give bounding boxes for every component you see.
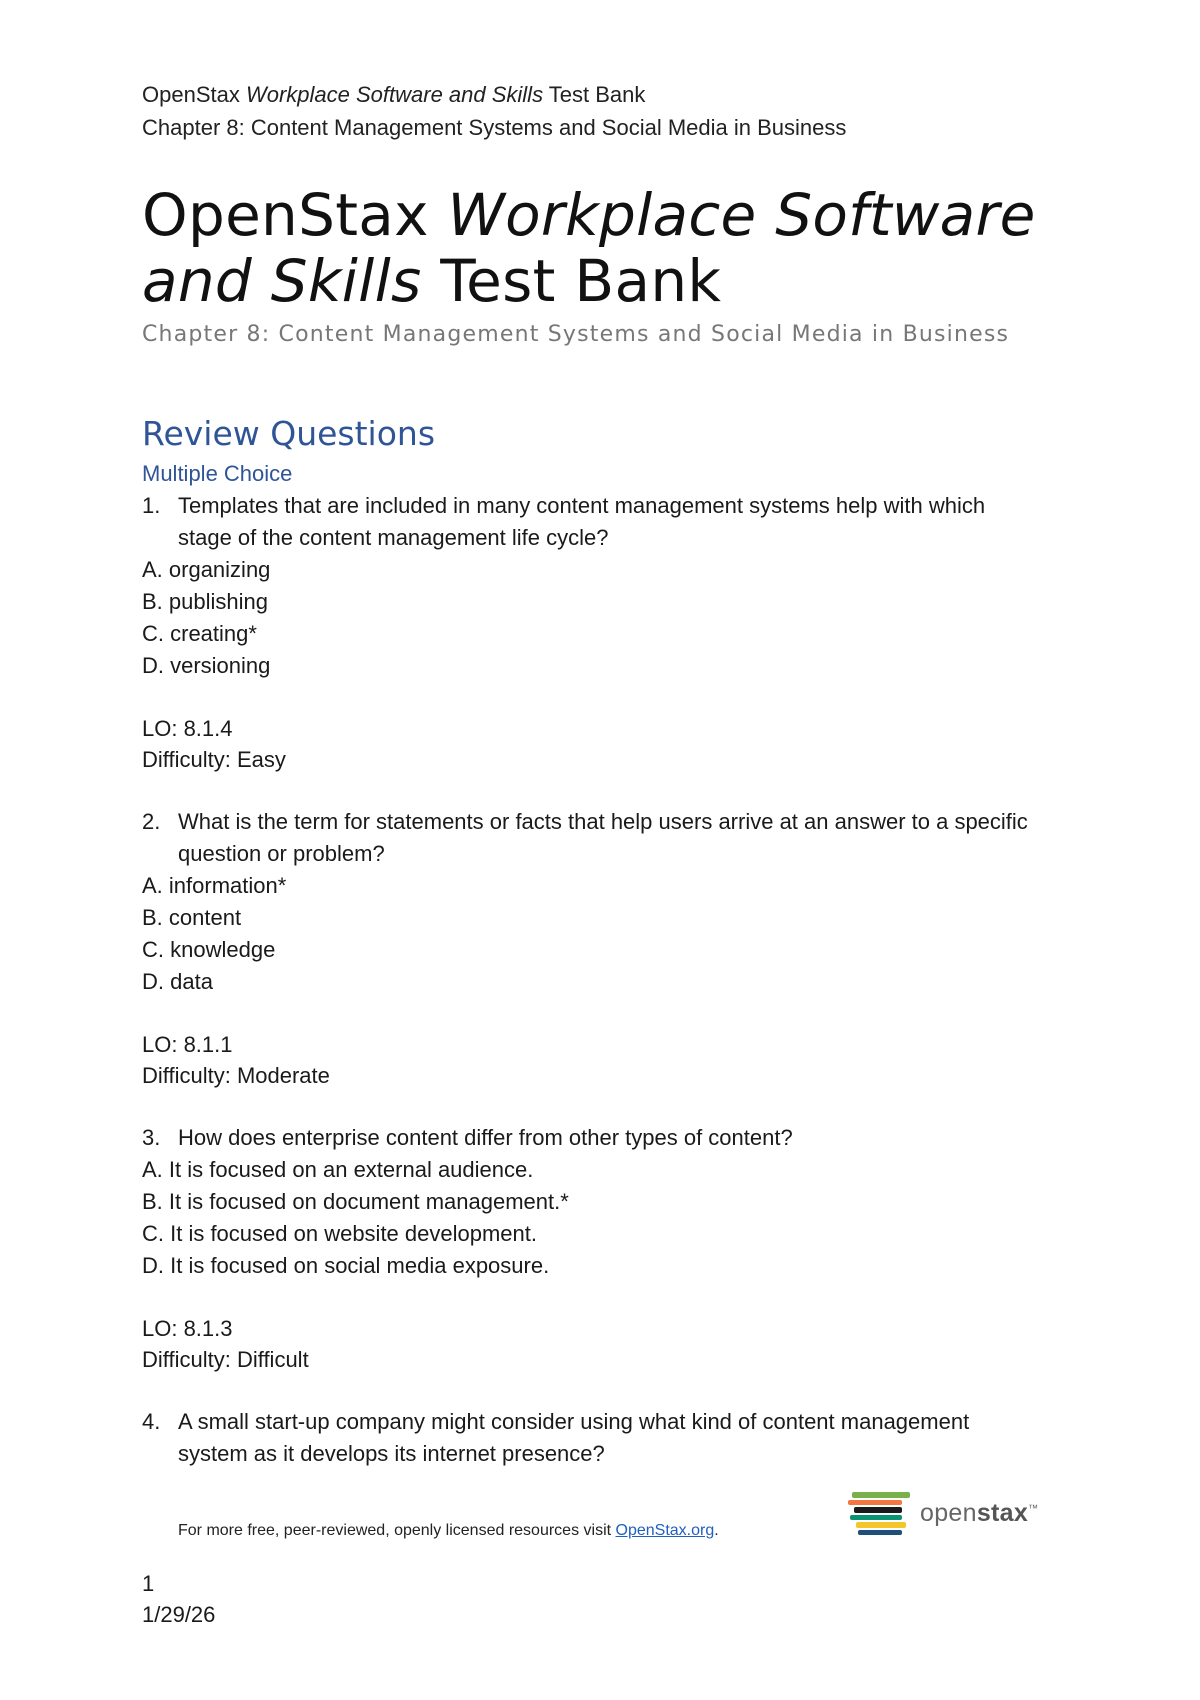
difficulty: Difficulty: Difficult — [142, 1347, 309, 1372]
page-footer: For more free, peer-reviewed, openly licensed resources visit OpenStax.org. — [178, 1522, 719, 1539]
question-1 — [142, 490, 1042, 775]
option-c: C. It is focused on website development. — [142, 1221, 537, 1246]
option-d: D. versioning — [142, 653, 271, 678]
page-number-block — [142, 1568, 215, 1630]
document-date: 1/29/26 — [142, 1602, 216, 1627]
difficulty: Difficulty: Moderate — [142, 1063, 330, 1088]
option-a: A. It is focused on an external audience. — [142, 1157, 534, 1182]
option-b: B. publishing — [142, 589, 268, 614]
openstax-link[interactable]: OpenStax.org — [615, 1522, 715, 1539]
question-meta — [142, 713, 1042, 775]
page-number: 1 — [142, 1571, 155, 1596]
document-title: OpenStax Workplace Software and Skills Test Bank — [142, 181, 1036, 315]
section-heading: Review Questions — [142, 414, 436, 453]
question-text: Templates that are included in many content management systems help with which stage of the content management life cycle? — [178, 493, 986, 550]
question-4 — [142, 1406, 1042, 1470]
option-a: A. organizing — [142, 557, 271, 582]
question-number: 2. — [142, 809, 161, 834]
learning-objective: LO: 8.1.4 — [142, 716, 233, 741]
question-meta — [142, 1029, 1042, 1091]
question-meta — [142, 1313, 1042, 1375]
option-b: B. It is focused on document management.* — [142, 1189, 569, 1214]
question-number: 4. — [142, 1409, 161, 1434]
option-d: D. It is focused on social media exposure. — [142, 1253, 550, 1278]
question-2 — [142, 806, 1042, 1091]
openstax-logo — [848, 1490, 1038, 1536]
question-text: How does enterprise content differ from other types of content? — [178, 1125, 793, 1150]
openstax-wordmark: openstax™ — [920, 1498, 1039, 1527]
document-subtitle: Chapter 8: Content Management Systems and Social Media in Business — [142, 322, 1010, 347]
question-3 — [142, 1122, 1042, 1375]
difficulty: Difficulty: Easy — [142, 747, 286, 772]
option-d: D. data — [142, 969, 213, 994]
question-text: A small start-up company might consider using what kind of content management system as it develops its internet presence? — [178, 1409, 970, 1466]
question-number: 3. — [142, 1125, 161, 1150]
running-header-line1: OpenStax Workplace Software and Skills Test Bank — [142, 82, 646, 107]
option-c: C. creating* — [142, 621, 257, 646]
running-header-line2: Chapter 8: Content Management Systems and Social Media in Business — [142, 115, 847, 140]
question-number: 1. — [142, 493, 161, 518]
option-b: B. content — [142, 905, 242, 930]
learning-objective: LO: 8.1.3 — [142, 1316, 233, 1341]
learning-objective: LO: 8.1.1 — [142, 1032, 233, 1057]
document-page — [142, 78, 1042, 1470]
option-c: C. knowledge — [142, 937, 276, 962]
option-a: A. information* — [142, 873, 287, 898]
openstax-books-icon — [848, 1490, 912, 1536]
section-subheading: Multiple Choice — [142, 461, 293, 486]
question-text: What is the term for statements or facts that help users arrive at an answer to a specific question or problem? — [178, 809, 1028, 866]
